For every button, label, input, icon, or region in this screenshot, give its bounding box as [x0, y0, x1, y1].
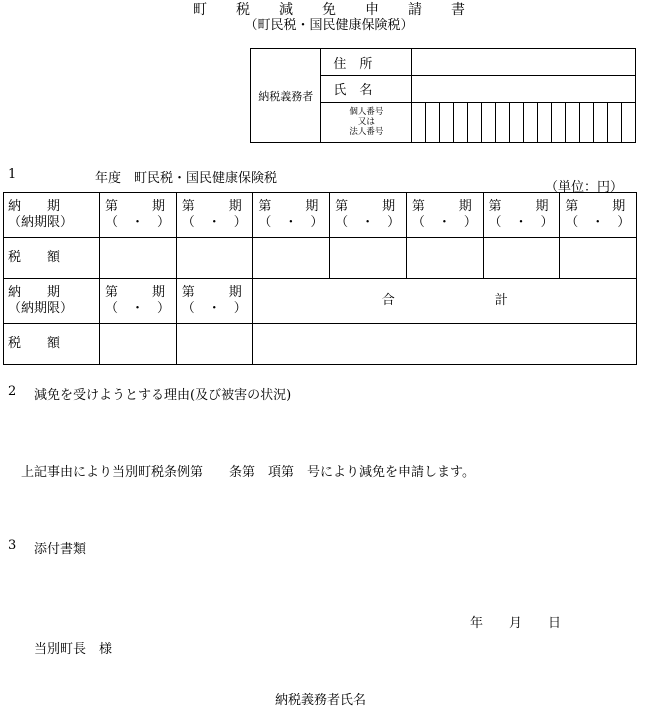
period-cell[interactable]	[253, 193, 330, 238]
number-digit-field[interactable]	[426, 102, 440, 142]
period-deadline: （ ・ ）	[258, 215, 324, 230]
number-digit-field[interactable]	[482, 102, 496, 142]
taxpayer-box	[250, 48, 636, 143]
section1-number: 1	[8, 167, 17, 182]
period-ki: 期	[151, 199, 165, 214]
period-deadline-label: （納期限）	[8, 215, 74, 230]
period-cell[interactable]	[176, 279, 253, 324]
period-cell[interactable]	[406, 193, 483, 238]
period-deadline: （ ・ ）	[565, 215, 631, 230]
period-dai: 第	[181, 285, 195, 300]
period-deadline: （ ・ ）	[488, 215, 554, 230]
total-label-2: 計	[494, 293, 508, 308]
period-dai: 第	[181, 199, 195, 214]
period-cell[interactable]	[100, 279, 177, 324]
name-field[interactable]	[412, 76, 636, 102]
name-label: 氏 名	[321, 76, 412, 102]
period-row-label	[4, 193, 100, 238]
number-digit-field[interactable]	[454, 102, 468, 142]
tax-row-label: 税 額	[4, 238, 100, 279]
tax-amount-cell[interactable]	[330, 238, 407, 279]
section1-heading: 年度 町民税・国民健康保険税	[95, 171, 278, 186]
period-row-label	[4, 279, 100, 324]
tax-row-label: 税 額	[4, 324, 100, 365]
period-cell[interactable]	[483, 193, 560, 238]
application-statement: 上記事由により当別町税条例第 条第 項第 号により減免を申請します。	[21, 465, 475, 480]
number-label-line3: 法人番号	[349, 127, 384, 138]
period-cell[interactable]	[330, 193, 407, 238]
period-deadline: （ ・ ）	[181, 301, 247, 316]
section2-heading: 減免を受けようとする理由(及び被害の状況)	[34, 388, 292, 403]
period-ki: 期	[612, 199, 626, 214]
signature-label: 納税義務者氏名	[275, 693, 367, 708]
tax-amount-cell[interactable]	[100, 238, 177, 279]
number-digit-field[interactable]	[538, 102, 552, 142]
number-digit-field[interactable]	[496, 102, 510, 142]
number-digit-field[interactable]	[593, 102, 607, 142]
address-field[interactable]	[412, 49, 636, 76]
total-header	[253, 279, 637, 324]
number-digit-field[interactable]	[510, 102, 524, 142]
period-deadline: （ ・ ）	[181, 215, 247, 230]
total-amount-cell[interactable]	[253, 324, 637, 365]
unit-label: （単位：円）	[545, 180, 624, 195]
section3-heading: 添付書類	[34, 542, 87, 557]
tax-amount-cell[interactable]	[176, 238, 253, 279]
number-digit-field[interactable]	[552, 102, 566, 142]
period-label: 納 期	[8, 199, 61, 214]
number-label-line2: 又は	[357, 117, 375, 128]
period-cell[interactable]	[176, 193, 253, 238]
period-deadline: （ ・ ）	[411, 215, 477, 230]
period-deadline: （ ・ ）	[105, 215, 171, 230]
number-digit-field[interactable]	[440, 102, 454, 142]
period-ki: 期	[151, 285, 165, 300]
tax-amount-cell[interactable]	[483, 238, 560, 279]
taxpayer-label: 納税義務者	[251, 49, 321, 143]
tax-amount-cell[interactable]	[560, 238, 637, 279]
period-dai: 第	[105, 285, 119, 300]
period-dai: 第	[488, 199, 502, 214]
tax-amount-cell[interactable]	[176, 324, 253, 365]
tax-amount-cell[interactable]	[253, 238, 330, 279]
number-digit-field[interactable]	[579, 102, 593, 142]
period-cell[interactable]	[100, 193, 177, 238]
number-digit-field[interactable]	[412, 102, 426, 142]
period-ki: 期	[305, 199, 319, 214]
number-label-line1: 個人番号	[349, 107, 384, 118]
section2-number: 2	[8, 384, 17, 399]
number-digit-field[interactable]	[565, 102, 579, 142]
period-dai: 第	[105, 199, 119, 214]
period-dai: 第	[411, 199, 425, 214]
period-dai: 第	[565, 199, 579, 214]
period-deadline-label: （納期限）	[8, 301, 74, 316]
period-dai: 第	[258, 199, 272, 214]
period-label: 納 期	[8, 285, 61, 300]
period-ki: 期	[535, 199, 549, 214]
date-line: 年 月 日	[470, 616, 562, 631]
period-deadline: （ ・ ）	[335, 215, 401, 230]
page-title: 町税減免申請書	[193, 2, 494, 18]
tax-amount-cell[interactable]	[100, 324, 177, 365]
section3-number: 3	[8, 538, 17, 553]
period-ki: 期	[458, 199, 472, 214]
number-digit-field[interactable]	[524, 102, 538, 142]
period-ki: 期	[228, 285, 242, 300]
page-subtitle: （町民税・国民健康保険税）	[244, 18, 414, 33]
tax-amount-cell[interactable]	[406, 238, 483, 279]
number-label	[321, 102, 412, 142]
number-digit-field[interactable]	[607, 102, 621, 142]
period-ki: 期	[228, 199, 242, 214]
addressee: 当別町長 様	[34, 642, 113, 657]
period-dai: 第	[335, 199, 349, 214]
tax-table	[3, 192, 637, 365]
period-deadline: （ ・ ）	[105, 301, 171, 316]
period-ki: 期	[382, 199, 396, 214]
number-digit-field[interactable]	[621, 102, 635, 142]
period-cell[interactable]	[560, 193, 637, 238]
address-label: 住 所	[321, 49, 412, 76]
number-digit-field[interactable]	[468, 102, 482, 142]
total-label-1: 合	[381, 293, 395, 308]
